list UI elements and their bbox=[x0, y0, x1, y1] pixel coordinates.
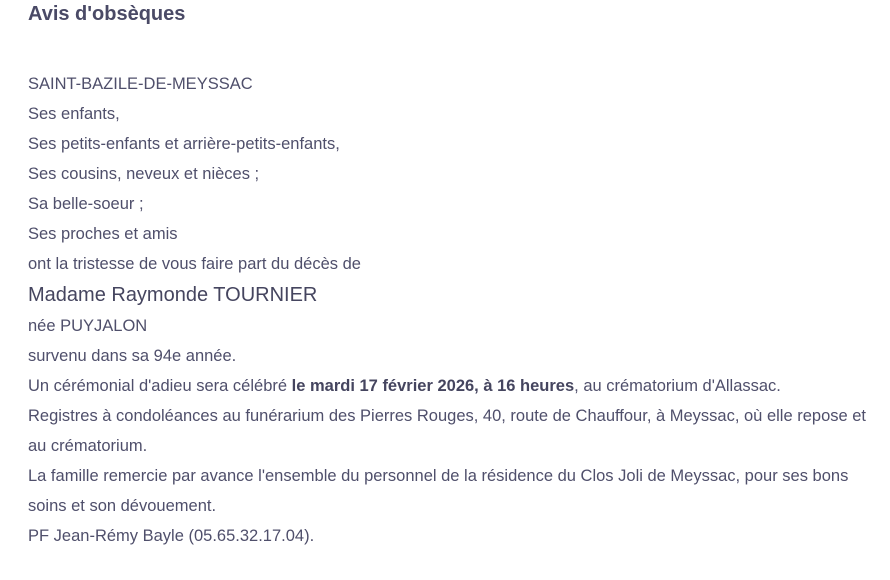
page-title: Avis d'obsèques bbox=[28, 3, 186, 25]
ceremony-post: , au crématorium d'Allassac. bbox=[574, 377, 781, 395]
announcement-line: ont la tristesse de vous faire part du décès de bbox=[28, 255, 361, 273]
thanks-line: La famille remercie par avance l'ensemble du personnel de la résidence du Clos Joli de Meyssac, pour ses bons soins et son dévouement. bbox=[28, 467, 849, 515]
funeral-home-line: PF Jean-Rémy Bayle (05.65.32.17.04). bbox=[28, 527, 315, 545]
family-line: Ses enfants, bbox=[28, 105, 120, 123]
place-line: SAINT-BAZILE-DE-MEYSSAC bbox=[28, 75, 253, 93]
age-line: survenu dans sa 94e année. bbox=[28, 347, 237, 365]
deceased-name: Madame Raymonde TOURNIER bbox=[28, 284, 318, 306]
ceremony-pre: Un cérémonial d'adieu sera célébré bbox=[28, 377, 292, 395]
obituary-body bbox=[28, 69, 876, 551]
family-line: Sa belle-soeur ; bbox=[28, 195, 144, 213]
family-line: Ses cousins, neveux et nièces ; bbox=[28, 165, 260, 183]
registers-line: Registres à condoléances au funérarium des Pierres Rouges, 40, route de Chauffour, à Meyssac, où elle repose et au crématorium. bbox=[28, 407, 867, 455]
ceremony-line bbox=[28, 371, 876, 401]
family-line: Ses proches et amis bbox=[28, 225, 178, 243]
family-line: Ses petits-enfants et arrière-petits-enfants, bbox=[28, 135, 340, 153]
maiden-name: née PUYJALON bbox=[28, 317, 148, 335]
ceremony-date: le mardi 17 février 2026, à 16 heures bbox=[291, 377, 575, 395]
